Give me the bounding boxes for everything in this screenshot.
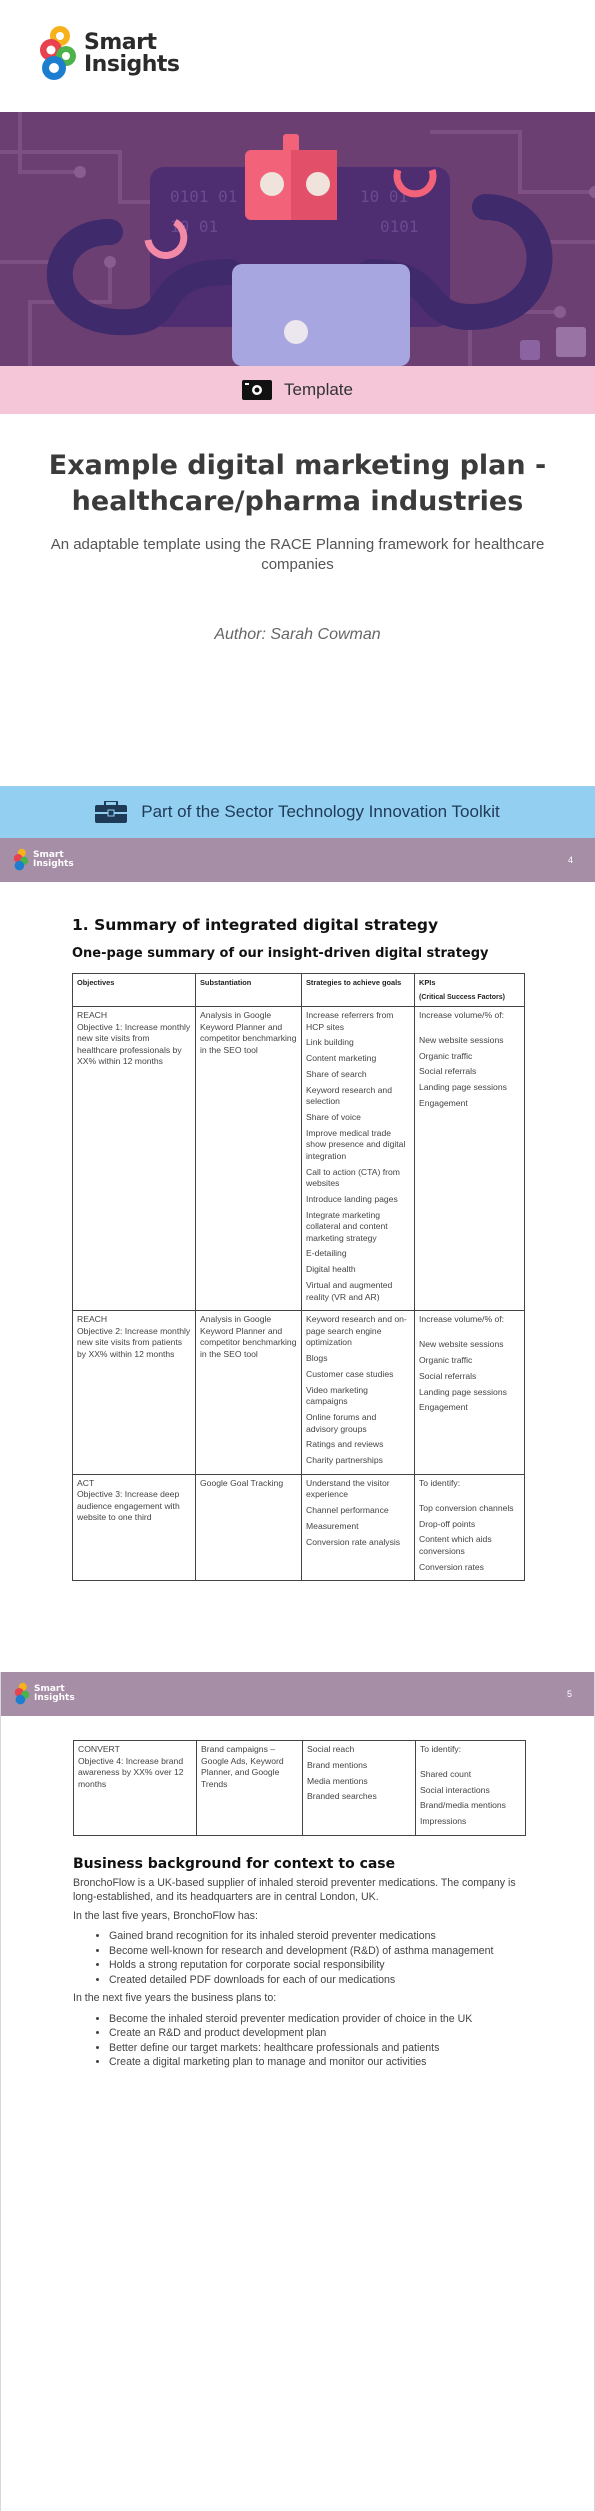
strategy-item: Content marketing: [306, 1053, 377, 1064]
header-logo[interactable]: [12, 848, 74, 872]
kpi-item: Content which aids conversions: [419, 1534, 492, 1556]
template-label: Template: [284, 380, 353, 399]
strategy-item: Channel performance: [306, 1505, 389, 1516]
objective-cell: [73, 1007, 196, 1311]
kpi-item: Engagement: [419, 1097, 468, 1108]
kpi-item: Brand/media mentions: [420, 1800, 506, 1811]
table-header-row: [73, 974, 525, 1007]
kpi-item: Social interactions: [420, 1784, 490, 1795]
page-5: [0, 1672, 595, 2511]
toolkit-banner[interactable]: [0, 786, 595, 838]
kpis-cell: [415, 1311, 525, 1475]
section-subtitle: One-page summary of our insight-driven digital strategy: [72, 946, 489, 961]
strategy-item: Virtual and augmented reality (VR and AR): [306, 1280, 393, 1302]
logo-line-1: Smart: [84, 30, 157, 55]
table-row: [73, 1311, 525, 1475]
plans-list: [73, 2012, 522, 2070]
background-paragraph-1: BronchoFlow is a UK-based supplier of inhaled steroid preventer medications. The company is long-established, and its headquarters are in central London, UK.: [73, 1876, 516, 1904]
kpi-item: Top conversion channels: [419, 1502, 514, 1513]
page-header: [1, 1672, 594, 1716]
header-kpis-label: KPIs: [419, 978, 436, 987]
strategy-item: Ratings and reviews: [306, 1439, 384, 1450]
brand-logo[interactable]: [36, 24, 180, 84]
page-number: 4: [567, 855, 573, 865]
document-title: Example digital marketing plan - healthcare/pharma industries: [48, 450, 547, 517]
strategy-item: Branded searches: [307, 1791, 377, 1802]
hero-illustration: [0, 112, 595, 366]
substantiation-cell: Analysis in Google Keyword Planner and competitor benchmarking in the SEO tool: [196, 1311, 302, 1475]
strategy-item: Brand mentions: [307, 1759, 368, 1770]
objective-cell: [73, 1311, 196, 1475]
strategies-cell: [302, 1474, 415, 1580]
kpi-item: New website sessions: [419, 1339, 504, 1350]
strategy-table: [72, 973, 525, 1581]
table-row: [73, 1474, 525, 1580]
header-kpis: [415, 974, 525, 1007]
objective-text: Objective 2: Increase monthly new site visits from patients by XX% within 12 months: [77, 1325, 191, 1359]
strategy-item: Online forums and advisory groups: [306, 1412, 377, 1434]
substantiation-cell: Analysis in Google Keyword Planner and competitor benchmarking in the SEO tool: [196, 1007, 302, 1311]
kpi-item: Shared count: [420, 1768, 472, 1779]
kpi-heading: To identify:: [420, 1744, 462, 1754]
list-item: • Create a digital marketing plan to manage and monitor our activities: [109, 2055, 522, 2070]
document-subtitle: An adaptable template using the RACE Planning framework for healthcare companies: [50, 536, 545, 573]
strategy-item: Link building: [306, 1037, 354, 1048]
objective-text: Objective 4: Increase brand awareness by XX% over 12 months: [78, 1755, 184, 1789]
stage-label: ACT: [77, 1477, 95, 1488]
background-paragraph-2: In the last five years, BronchoFlow has:: [73, 1909, 258, 1922]
kpi-item: Landing page sessions: [419, 1082, 507, 1093]
list-item: • Become well-known for research and development (R&D) of asthma management: [109, 1944, 522, 1959]
header-logo-line-2: Insights: [34, 1693, 75, 1703]
strategy-item: Introduce landing pages: [306, 1193, 398, 1204]
strategies-cell: [302, 1007, 415, 1311]
logo-line-2: Insights: [84, 52, 180, 77]
svg-text:10 01: 10 01: [360, 187, 409, 206]
strategy-item: Video marketing campaigns: [306, 1384, 368, 1407]
kpi-item: Engagement: [419, 1402, 468, 1413]
table-row: [73, 1007, 525, 1311]
stage-label: REACH: [77, 1010, 108, 1020]
kpis-cell: [415, 1007, 525, 1311]
kpi-item: Organic traffic: [419, 1354, 473, 1365]
header-wordmark: [34, 1685, 75, 1703]
kpi-heading: To identify:: [419, 1477, 461, 1488]
objective-text: Objective 1: Increase monthly new site visits from healthcare professionals by XX% within 12 months: [77, 1021, 191, 1066]
kpi-gap: [420, 1760, 521, 1769]
header-logo-line-1: Smart: [33, 850, 64, 860]
objective-cell: [73, 1474, 196, 1580]
strategy-item: Keyword research and selection: [306, 1084, 392, 1107]
strategy-item: Conversion rate analysis: [306, 1536, 401, 1547]
strategy-item: Improve medical trade show presence and digital integration: [306, 1127, 406, 1161]
section-title: 1. Summary of integrated digital strategy: [72, 916, 439, 934]
header-logo-line-2: Insights: [33, 859, 74, 869]
kpi-gap: [419, 1330, 520, 1339]
page-number: 5: [566, 1689, 572, 1699]
header-logo-line-1: Smart: [34, 1684, 65, 1694]
kpi-item: Landing page sessions: [419, 1386, 507, 1397]
header-strategies: Strategies to achieve goals: [302, 974, 415, 1007]
toolkit-label: Part of the Sector Technology Innovation Toolkit: [141, 802, 500, 821]
kpi-item: New website sessions: [419, 1034, 504, 1045]
kpi-gap: [419, 1494, 520, 1503]
toolbox-icon: [95, 801, 127, 823]
strategy-item: Blogs: [306, 1353, 328, 1364]
page-4: [0, 838, 595, 1672]
header-kpis-sub: (Critical Success Factors): [419, 993, 505, 1001]
logo-wordmark: [84, 32, 180, 76]
camera-icon: [242, 380, 272, 400]
header-wordmark: [33, 851, 74, 869]
objective-text: Objective 3: Increase deep audience engagement with website to one third: [77, 1489, 180, 1523]
header-substantiation: Substantiation: [196, 974, 302, 1007]
smart-insights-logo-icon: [36, 24, 80, 84]
header-logo[interactable]: [13, 1682, 75, 1706]
strategy-item: E-detailing: [306, 1248, 347, 1259]
strategy-table-continued: [73, 1740, 526, 1836]
template-banner: [0, 366, 595, 414]
kpi-gap: [419, 1026, 520, 1035]
kpi-item: Conversion rates: [419, 1561, 484, 1572]
cover-page: [0, 0, 595, 838]
list-item: • Holds a strong reputation for corporate social responsibility: [109, 1958, 522, 1973]
strategy-item: Increase referrers from HCP sites: [306, 1010, 394, 1032]
stage-label: REACH: [77, 1314, 108, 1325]
kpi-heading: Increase volume/% of:: [419, 1010, 505, 1020]
strategy-item: Integrate marketing collateral and content marketing strategy: [306, 1209, 388, 1243]
kpi-item: Social referrals: [419, 1066, 477, 1077]
strategy-item: Customer case studies: [306, 1368, 394, 1379]
kpi-item: Drop-off points: [419, 1518, 476, 1529]
background-title: Business background for context to case: [73, 1855, 396, 1872]
stage-label: CONVERT: [78, 1744, 120, 1754]
substantiation-cell: Brand campaigns – Google Ads, Keyword Planner, and Google Trends: [197, 1741, 303, 1836]
list-item: • Gained brand recognition for its inhaled steroid preventer medications: [109, 1929, 522, 1944]
page-header: [0, 838, 595, 882]
background-paragraph-3: In the next five years the business plans to:: [73, 1992, 277, 2005]
strategies-cell: [303, 1741, 416, 1836]
list-item: • Become the inhaled steroid preventer medication provider of choice in the UK: [109, 2012, 522, 2027]
kpis-cell: [416, 1741, 526, 1836]
svg-text:0101: 0101: [380, 217, 419, 236]
objective-cell: [74, 1741, 197, 1836]
list-item: • Created detailed PDF downloads for each of our medications: [109, 1973, 522, 1988]
strategy-item: Media mentions: [307, 1775, 368, 1786]
achievements-list: [73, 1929, 522, 1987]
strategy-item: Digital health: [306, 1264, 356, 1275]
strategies-cell: [302, 1311, 415, 1475]
kpi-item: Social referrals: [419, 1370, 477, 1381]
strategy-item: Call to action (CTA) from websites: [306, 1166, 400, 1189]
strategy-item: Charity partnerships: [306, 1455, 383, 1466]
smart-insights-logo-icon: [12, 848, 30, 872]
table-row: [74, 1741, 526, 1836]
kpi-item: Impressions: [420, 1816, 467, 1827]
list-item: • Better define our target markets: healthcare professionals and patients: [109, 2041, 522, 2056]
header-objectives: Objectives: [73, 974, 196, 1007]
strategy-item: Keyword research and on-page search engine optimization: [306, 1314, 407, 1348]
svg-text:0101 01: 0101 01: [170, 187, 238, 206]
list-item: • Create an R&D and product development plan: [109, 2026, 522, 2041]
strategy-item: Share of search: [306, 1068, 367, 1079]
kpi-item: Organic traffic: [419, 1050, 473, 1061]
kpis-cell: [415, 1474, 525, 1580]
document-author: Author: Sarah Cowman: [214, 626, 381, 643]
kpi-heading: Increase volume/% of:: [419, 1314, 505, 1325]
strategy-item: Understand the visitor experience: [306, 1477, 390, 1500]
strategy-item: Social reach: [307, 1744, 355, 1754]
strategy-item: Measurement: [306, 1521, 359, 1532]
substantiation-cell: Google Goal Tracking: [196, 1474, 302, 1580]
strategy-item: Share of voice: [306, 1111, 361, 1122]
smart-insights-logo-icon: [13, 1682, 31, 1706]
svg-text:10 01: 10 01: [170, 217, 219, 236]
